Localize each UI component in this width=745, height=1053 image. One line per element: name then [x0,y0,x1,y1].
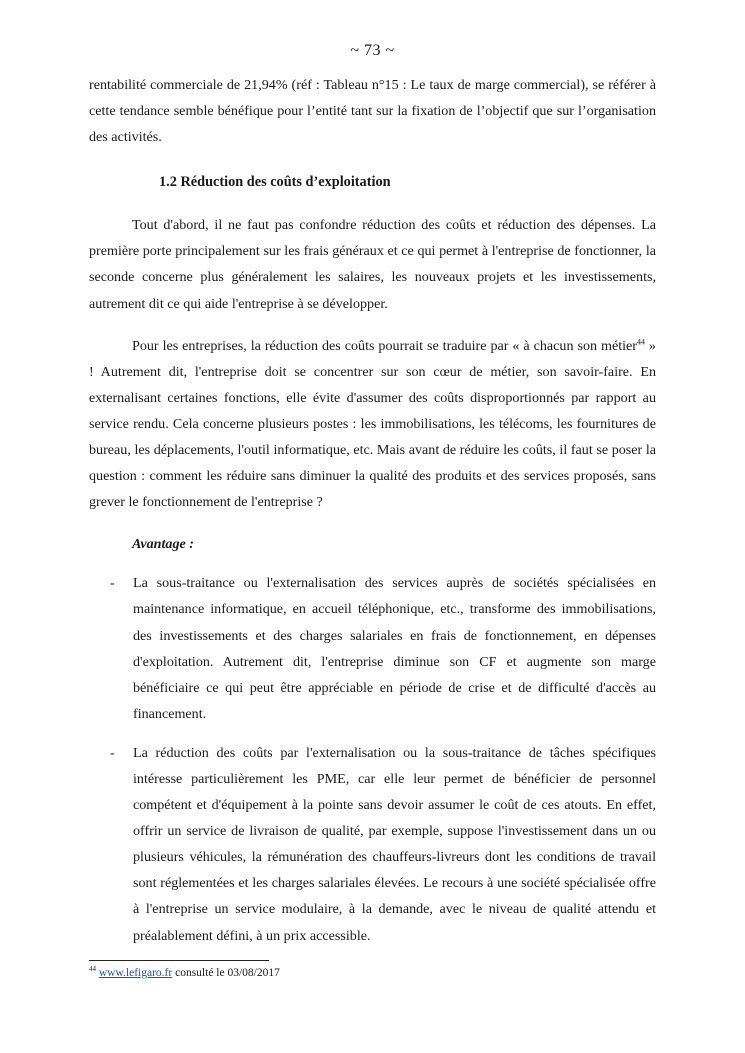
footnote-text: consulté le 03/08/2017 [172,967,280,979]
footnote-number: 44 [89,965,96,974]
footnote-link[interactable]: www.lefigaro.fr [98,967,173,979]
avantage-label: Avantage : [132,536,194,553]
footnote-separator [89,960,269,961]
list-item [89,570,656,727]
paragraph-outsourcing [89,333,656,516]
advantages-list [89,570,656,948]
paragraph-outsourcing-part2: » ! Autrement dit, l'entreprise doit se concentrer sur son cœur de métier, son savoir-faire. En externalisant certaines fonctions, elle évite d'assumer des coûts disproportionnés par rapport au service rendu. Cela concerne plusieurs postes : les immobilisations, les télécoms, les fournitures de bureau, les déplacements, l'outil informatique, etc. Mais avant de réduire les coûts, il faut se poser la question : comment les réduire sans diminuer la qualité des produits et des services proposés, sans grever le fonctionnement de l'entreprise ? [89,337,656,511]
footnote [89,966,280,980]
dash-bullet: - [110,744,115,761]
footnote-reference[interactable]: 44 [636,336,645,346]
paragraph-costs-vs-expenses: Tout d'abord, il ne faut pas confondre réduction des coûts et réduction des dépenses. La première porte principalement sur les frais généraux et ce qui permet à l'entreprise de fonctionner, la seconde concerne plus généralement les salaires, les nouveaux projets et les investissements, autrement dit ce qui aide l'entreprise à se développer. [89,217,656,312]
list-item-text: La réduction des coûts par l'externalisation ou la sous-traitance de tâches spécifiques intéresse particulièrement les PME, car elle leur permet de bénéficier de personnel compétent et d'équipement à la pointe sans devoir assumer le coût de ces atouts. En effet, offrir un service de livraison de qualité, par exemple, suppose l'investissement dans un ou plusieurs véhicules, la rémunération des chauffeurs-livreurs dont les conditions de travail sont réglementées et les charges salariales élevées. Le recours à une société spécialisée offre à l'entreprise un service modulaire, à la demande, avec le niveau de qualité attendu et préalablement défini, à un prix accessible. [133,744,656,944]
page-body [89,72,656,962]
paragraph-outsourcing-part1: Pour les entreprises, la réduction des coûts pourrait se traduire par « à chacun son métier [132,337,637,354]
page-number: ~ 73 ~ [350,42,395,59]
list-item-text: La sous-traitance ou l'externalisation des services auprès de sociétés spécialisées en maintenance informatique, en accueil téléphonique, etc., transforme des immobilisations, des investissements et des charges salariales en frais de fonctionnement, en dépenses d'exploitation. Autrement dit, l'entreprise diminue son CF et augmente son marge bénéficiaire ce qui peut être appréciable en période de crise et de difficulté d'accès au financement. [133,575,656,722]
intro-paragraph: rentabilité commerciale de 21,94% (réf : Tableau n°15 : Le taux de marge commercial), se référer à cette tendance semble bénéfique pour l’entité tant sur la fixation de l’objectif que sur l’organisation des activités. [89,77,656,146]
list-item [89,740,656,949]
dash-bullet: - [110,575,115,592]
section-heading: 1.2 Réduction des coûts d’exploitation [159,174,391,191]
